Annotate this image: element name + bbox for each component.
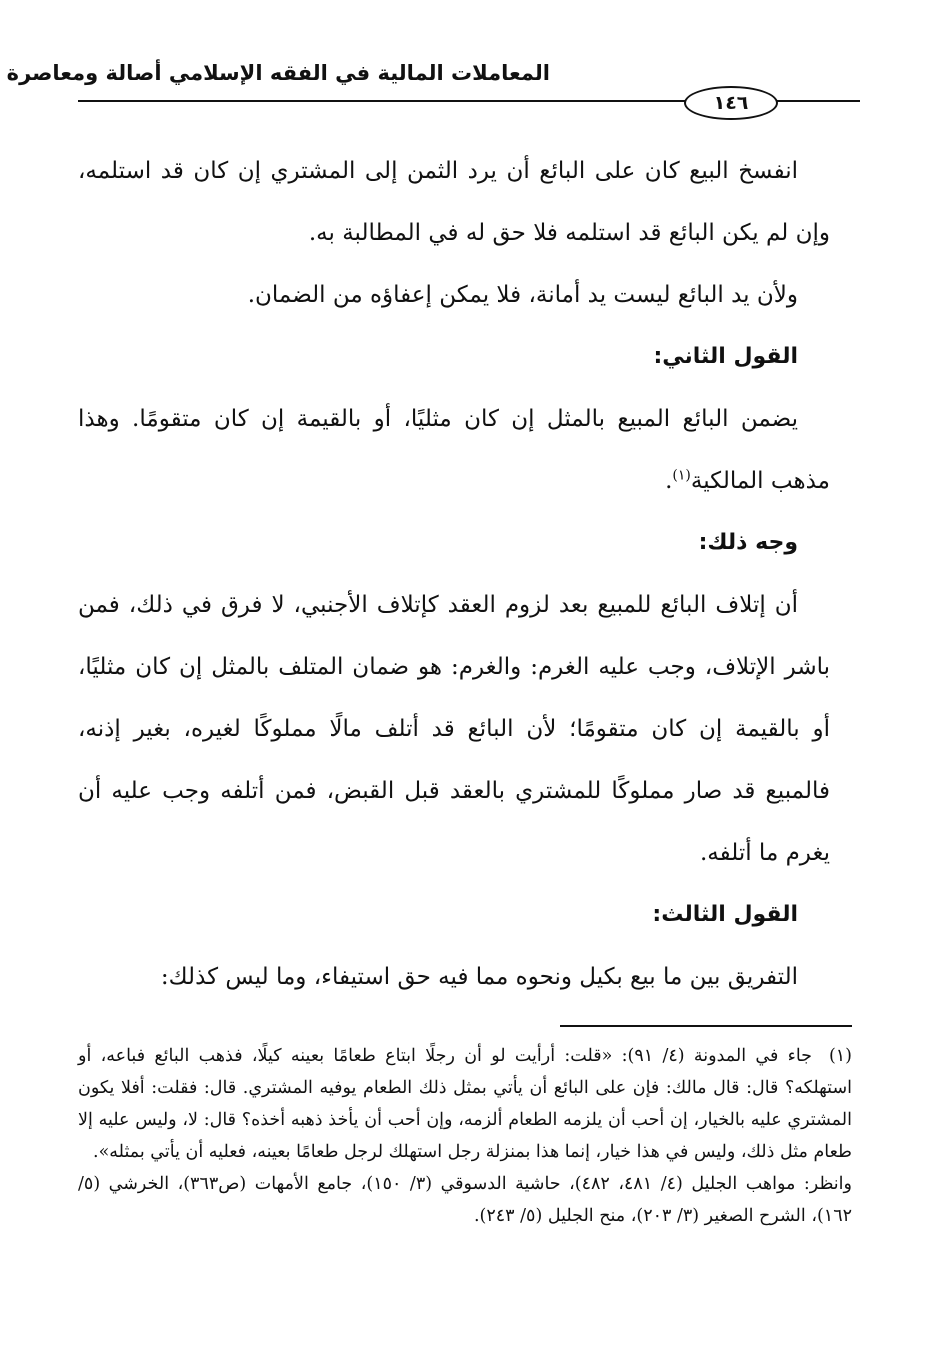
paragraph-2: ولأن يد البائع ليست يد أمانة، فلا يمكن إعفاؤه من الضمان. bbox=[247, 282, 798, 308]
paragraph-4: أن إتلاف البائع للمبيع بعد لزوم العقد كإتلاف الأجنبي، لا فرق في ذلك، فمن باشر الإتلاف، وجب عليه الغرم: والغرم: هو ضمان المتلف بالمثل إن كان مثليًا، أو بالقيمة إن كان متقومًا؛ لأن البائع قد أتلف مالًا مملوكًا لغيره، بغير إذنه، فالمبيع قد صار مملوكًا للمشتري بالعقد قبل القبض، فمن أتلفه وجب عليه أن يغرم ما أتلفه. bbox=[78, 592, 830, 866]
heading-reasoning: وجه ذلك: bbox=[698, 530, 798, 555]
footnote-ref-1[interactable]: (١) bbox=[672, 467, 691, 484]
paragraph-5: التفريق بين ما بيع بكيل ونحوه مما فيه حق استيفاء، وما ليس كذلك: bbox=[160, 964, 798, 990]
footnote-1 bbox=[78, 1040, 852, 1168]
running-title: المعاملات المالية في الفقه الإسلامي أصالة ومعاصرة bbox=[6, 61, 550, 85]
body-text bbox=[78, 140, 830, 1008]
heading-third-opinion: القول الثالث: bbox=[652, 902, 798, 927]
footnote-1-text: جاء في المدونة (٤/ ٩١): «قلت: أرأيت لو أن رجلًا ابتاع طعامًا بعينه كيلًا، فذهب البائع فباعه، أو استهلكه؟ قال: قال مالك: فإن على البائع أن يأتي بمثل ذلك الطعام يوفيه المشتري. قال: فقلت: أفلا يكون المشتري عليه بالخيار، إن أحب أن يلزمه الطعام ألزمه، وإن أحب أن يأخذ ذهبه أخذه؟ قال: لا، وليس عليه إلا طعام مثل ذلك، وليس في هذا خيار، إنما هذا بمنزلة رجل استهلك لرجل طعامًا بعينه، فعليه أن يأتي بمثله». bbox=[78, 1046, 852, 1162]
paragraph-3-end: . bbox=[665, 468, 673, 494]
page-number: ١٤٦ bbox=[684, 86, 778, 120]
heading-second-opinion: القول الثاني: bbox=[653, 344, 798, 369]
footnote-rule bbox=[560, 1025, 852, 1027]
footnotes bbox=[78, 1040, 852, 1232]
paragraph-1: انفسخ البيع كان على البائع أن يرد الثمن إلى المشتري إن كان قد استلمه، وإن لم يكن البائع قد استلمه فلا حق له في المطالبة به. bbox=[78, 158, 830, 246]
paragraph-3-text: يضمن البائع المبيع بالمثل إن كان مثليًا، أو بالقيمة إن كان متقومًا. وهذا مذهب المالكية bbox=[78, 406, 830, 494]
footnote-1-number: (١) bbox=[828, 1046, 852, 1066]
footnote-1-references: وانظر: مواهب الجليل (٤/ ٤٨١، ٤٨٢)، حاشية الدسوقي (٣/ ١٥٠)، جامع الأمهات (ص٣٦٣)، الخرشي (٥/ ١٦٢)، الشرح الصغير (٣/ ٢٠٣)، منح الجليل (٥/ ٢٤٣). bbox=[78, 1174, 852, 1226]
paragraph-3 bbox=[78, 388, 830, 512]
